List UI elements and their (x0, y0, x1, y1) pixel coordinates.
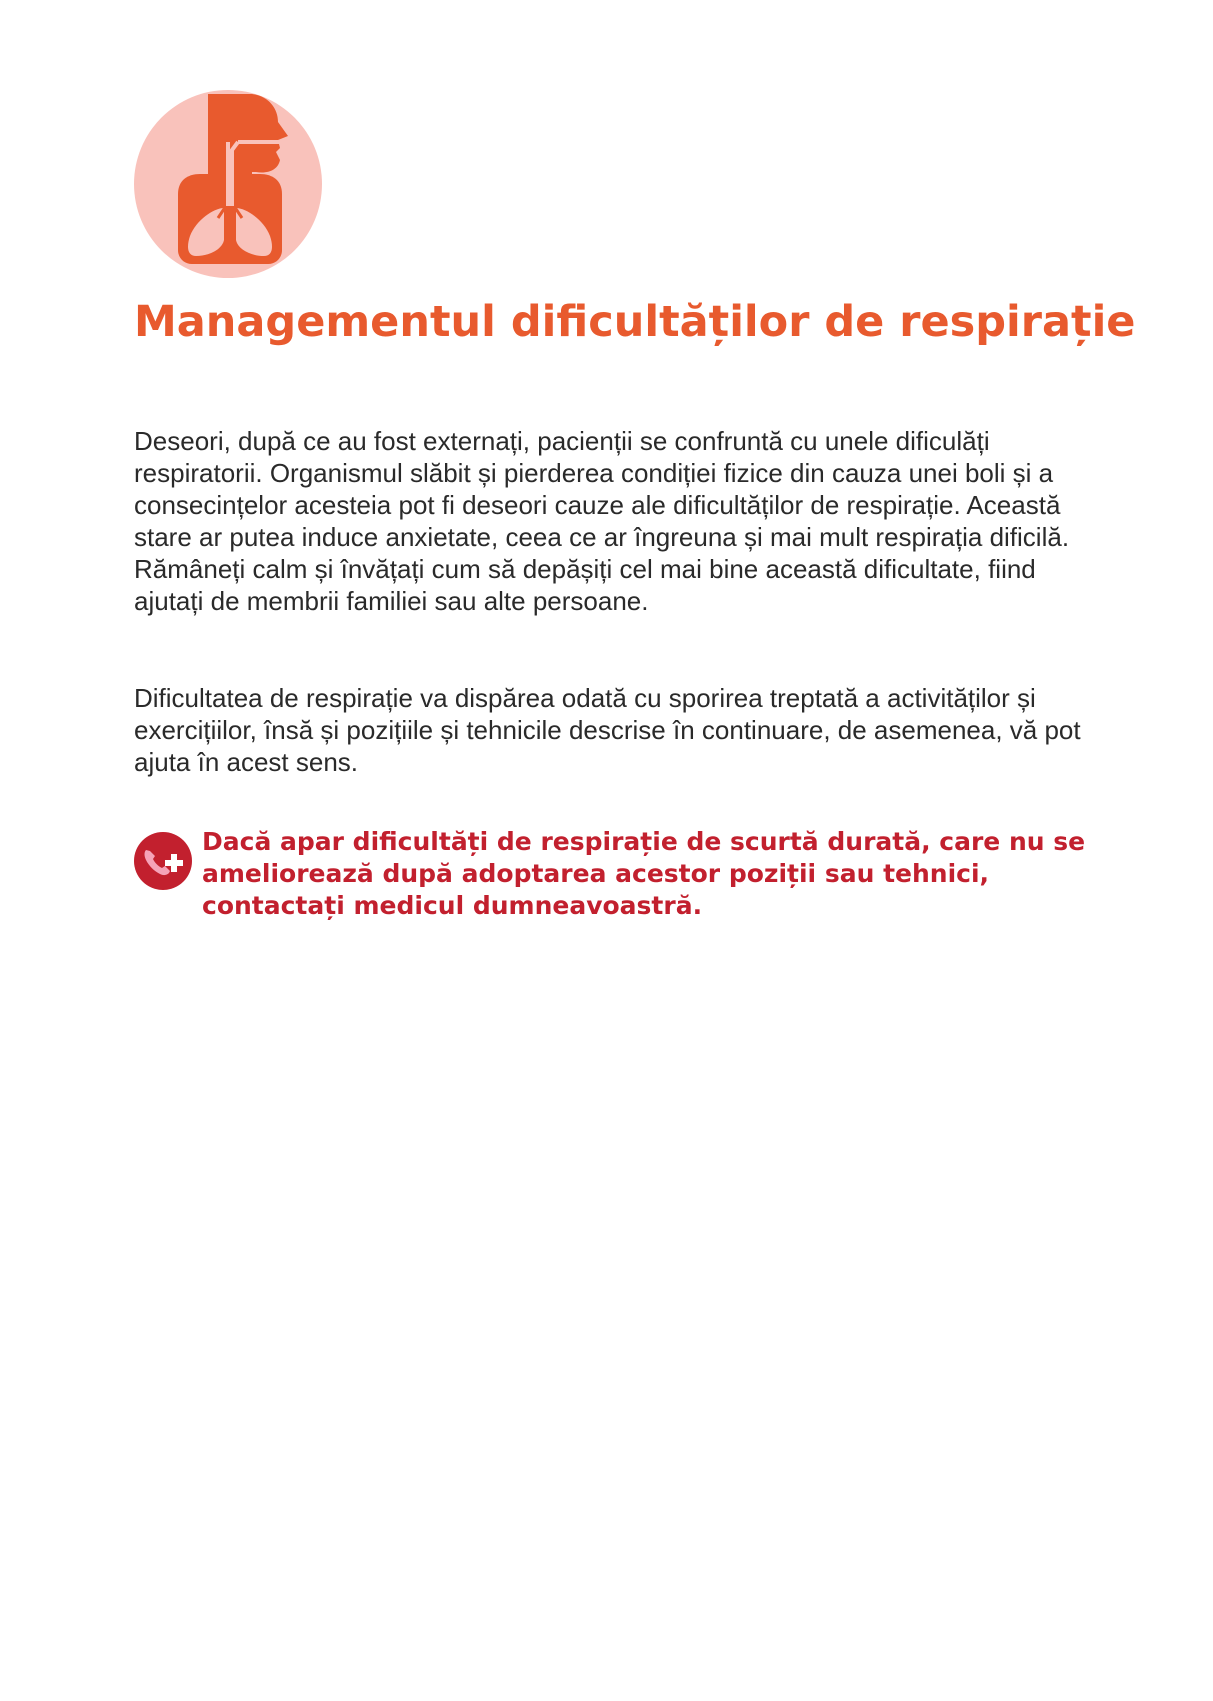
second-paragraph: Dificultatea de respirație va dispărea odată cu sporirea treptată a activităților și exercițiilor, însă și pozițiile și tehnicile descrise în continuare, de asemenea, vă pot ajuta în acest sens. (134, 683, 1081, 777)
intro-paragraph: Deseori, după ce au fost externați, pacienții se confruntă cu unele dificulăți respiratorii. Organismul slăbit și pierderea condiției fizice din cauza unei boli și a consecințelor acesteia pot fi deseori cauze ale dificultăților de respirație. Această stare ar putea induce anxietate, ceea ce ar îngreuna și mai mult respirația dificilă. Rămâneți calm și învățați cum să depășiți cel mai bine această dificultate, fiind ajutați de membrii familiei sau alte persoane. (134, 426, 1070, 616)
alert-text: Dacă apar dificultăți de respirație de scurtă durată, care nu se ameliorează după adoptarea acestor poziții sau tehnici, contactați medicul dumneavoastră. (202, 827, 1086, 920)
page-title: Managementul dificultăților de respirație (134, 297, 1136, 347)
phone-medical-cross-icon (134, 832, 192, 890)
respiratory-system-icon (134, 90, 322, 278)
